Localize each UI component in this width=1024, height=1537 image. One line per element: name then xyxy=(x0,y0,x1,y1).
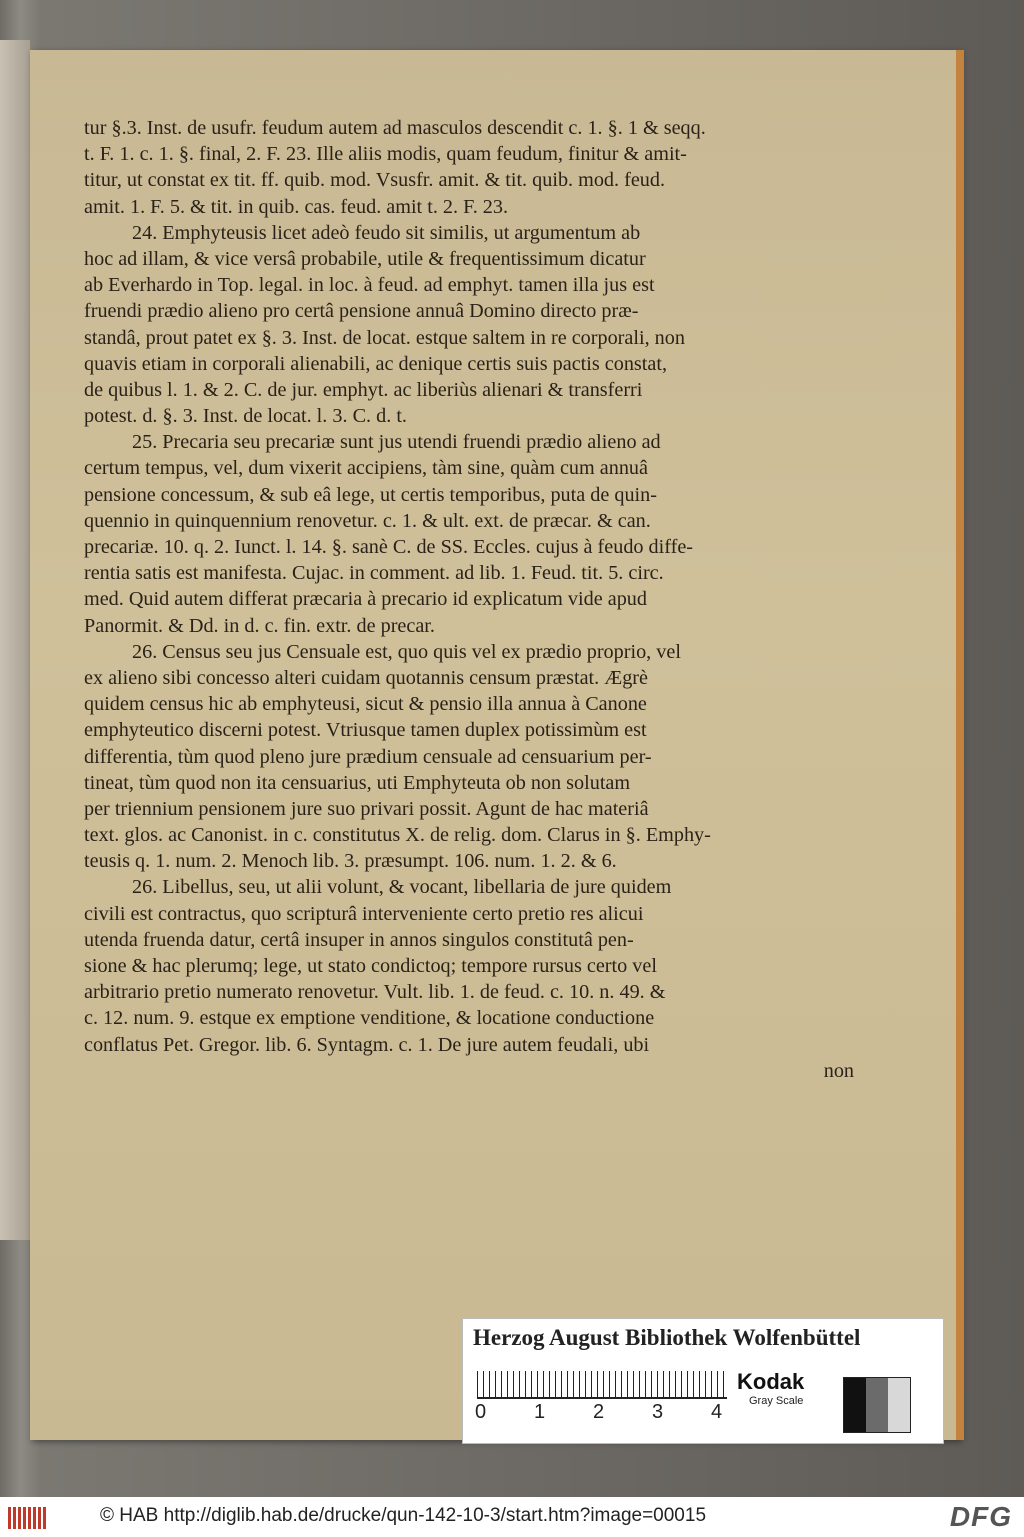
text-line: med. Quid autem differat præcaria à precario id explicatum vide apud xyxy=(84,588,647,611)
text-line: 25. Precaria seu precariæ sunt jus utendi fruendi prædio alieno ad xyxy=(132,431,661,454)
hab-logo-icon xyxy=(8,1507,50,1529)
text-line: quavis etiam in corporali alienabili, ac denique certis suis pactis constat, xyxy=(84,352,668,375)
text-line: de quibus l. 1. & 2. C. de jur. emphyt. ac liberiùs alienari & transferri xyxy=(84,378,643,401)
text-line: amit. 1. F. 5. & tit. in quib. cas. feud. amit t. 2. F. 23. xyxy=(84,195,509,218)
text-line: 26. Census seu jus Censuale est, quo quis vel ex prædio proprio, vel xyxy=(132,640,681,663)
ruler-number: 4 xyxy=(711,1401,723,1423)
page-edge xyxy=(956,50,964,1440)
text-line: civili est contractus, quo scripturâ interveniente certo pretio res alicui xyxy=(84,902,644,925)
footer-bar xyxy=(0,1497,1024,1537)
text-line: rentia satis est manifesta. Cujac. in comment. ad lib. 1. Feud. tit. 5. circ. xyxy=(84,562,664,585)
text-line: teusis q. 1. num. 2. Menoch lib. 3. præsumpt. 106. num. 1. 2. & 6. xyxy=(84,850,617,873)
ruler-number: 1 xyxy=(534,1401,546,1423)
previous-page-edge xyxy=(0,40,30,1240)
gray-swatch xyxy=(866,1378,888,1432)
gray-swatch xyxy=(844,1378,866,1432)
text-line: per triennium pensionem jure suo privari possit. Agunt de hac materiâ xyxy=(84,797,649,820)
book-page xyxy=(30,50,960,1440)
text-line: fruendi prædio alieno pro certâ pensione annuâ Domino directo præ- xyxy=(84,300,639,323)
text-line: sione & hac plerumq; lege, ut stato condictoq; tempore rursus certo vel xyxy=(84,955,657,977)
text-line: t. F. 1. c. 1. §. final, 2. F. 23. Ille aliis modis, quam feudum, finitur & amit- xyxy=(84,143,687,166)
text-line: pensione concessum, & sub eâ lege, ut certis temporibus, puta de quin- xyxy=(84,483,657,506)
text-line: 24. Emphyteusis licet adeò feudo sit similis, ut argumentum ab xyxy=(132,221,641,244)
text-line: utenda fruenda datur, certâ insuper in annos singulos constitutâ pen- xyxy=(84,928,634,951)
text-line: arbitrario pretio numerato renovetur. Vult. lib. 1. de feud. c. 10. n. 49. & xyxy=(84,981,666,1004)
text-line: standâ, prout patet ex §. 3. Inst. de locat. estque saltem in re corporali, non xyxy=(84,326,685,349)
dfg-logo: DFG xyxy=(949,1501,1012,1532)
page-text xyxy=(84,115,854,1084)
ruler-numbers xyxy=(475,1401,735,1427)
text-line: tur §.3. Inst. de usufr. feudum autem ad masculos descendit c. 1. §. 1 & seqq. xyxy=(84,117,706,139)
text-line: tineat, tùm quod non ita censuarius, uti Emphyteuta ob non solutam xyxy=(84,771,631,794)
gray-swatch xyxy=(888,1378,910,1432)
gray-scale-label: Gray Scale xyxy=(749,1395,804,1407)
text-line: ex alieno sibi concesso alteri cuidam quotannis censum præstat. Ægrè xyxy=(84,666,648,689)
copyright-link[interactable]: © HAB http://diglib.hab.de/drucke/qun-142-10-3/start.htm?image=00015 xyxy=(100,1505,707,1526)
gray-swatches xyxy=(843,1377,911,1433)
ruler-number: 3 xyxy=(652,1401,664,1423)
color-target-card xyxy=(462,1318,944,1444)
scale-ruler xyxy=(477,1371,727,1399)
kodak-logo: Kodak xyxy=(737,1369,805,1394)
library-title: Herzog August Bibliothek Wolfenbüttel xyxy=(473,1325,861,1350)
ruler-number: 2 xyxy=(593,1401,605,1423)
text-line: precariæ. 10. q. 2. Iunct. l. 14. §. sanè C. de SS. Eccles. cujus à feudo diffe- xyxy=(84,536,694,558)
text-line: 26. Libellus, seu, ut alii volunt, & vocant, libellaria de jure quidem xyxy=(132,876,672,899)
text-line: hoc ad illam, & vice versâ probabile, utile & frequentissimum dicatur xyxy=(84,247,646,270)
text-line: ab Everhardo in Top. legal. in loc. à feud. ad emphyt. tamen illa jus est xyxy=(84,274,655,297)
text-line: certum tempus, vel, dum vixerit accipiens, tàm sine, quàm cum annuâ xyxy=(84,457,648,480)
ruler-number: 0 xyxy=(475,1401,487,1423)
text-line: titur, ut constat ex tit. ff. quib. mod. Vsusfr. amit. & tit. quib. mod. feud. xyxy=(84,169,666,192)
text-line: differentia, tùm quod pleno jure prædium censuale ad censuarium per- xyxy=(84,745,652,768)
text-line: quidem census hic ab emphyteusi, sicut & pensio illa annua à Canone xyxy=(84,693,647,716)
text-line: conflatus Pet. Gregor. lib. 6. Syntagm. c. 1. De jure autem feudali, ubi xyxy=(84,1033,650,1056)
text-line: emphyteutico discerni potest. Vtriusque tamen duplex potissimùm est xyxy=(84,719,647,742)
text-line: Panormit. & Dd. in d. c. fin. extr. de precar. xyxy=(84,614,435,637)
text-line: potest. d. §. 3. Inst. de locat. l. 3. C. d. t. xyxy=(84,405,407,428)
text-line: quennio in quinquennium renovetur. c. 1. & ult. ext. de præcar. & can. xyxy=(84,509,651,532)
text-line: text. glos. ac Canonist. in c. constitutus X. de relig. dom. Clarus in §. Emphy- xyxy=(84,824,711,847)
text-line: c. 12. num. 9. estque ex emptione venditione, & locatione conductione xyxy=(84,1007,655,1030)
catchword: non xyxy=(823,1059,854,1082)
